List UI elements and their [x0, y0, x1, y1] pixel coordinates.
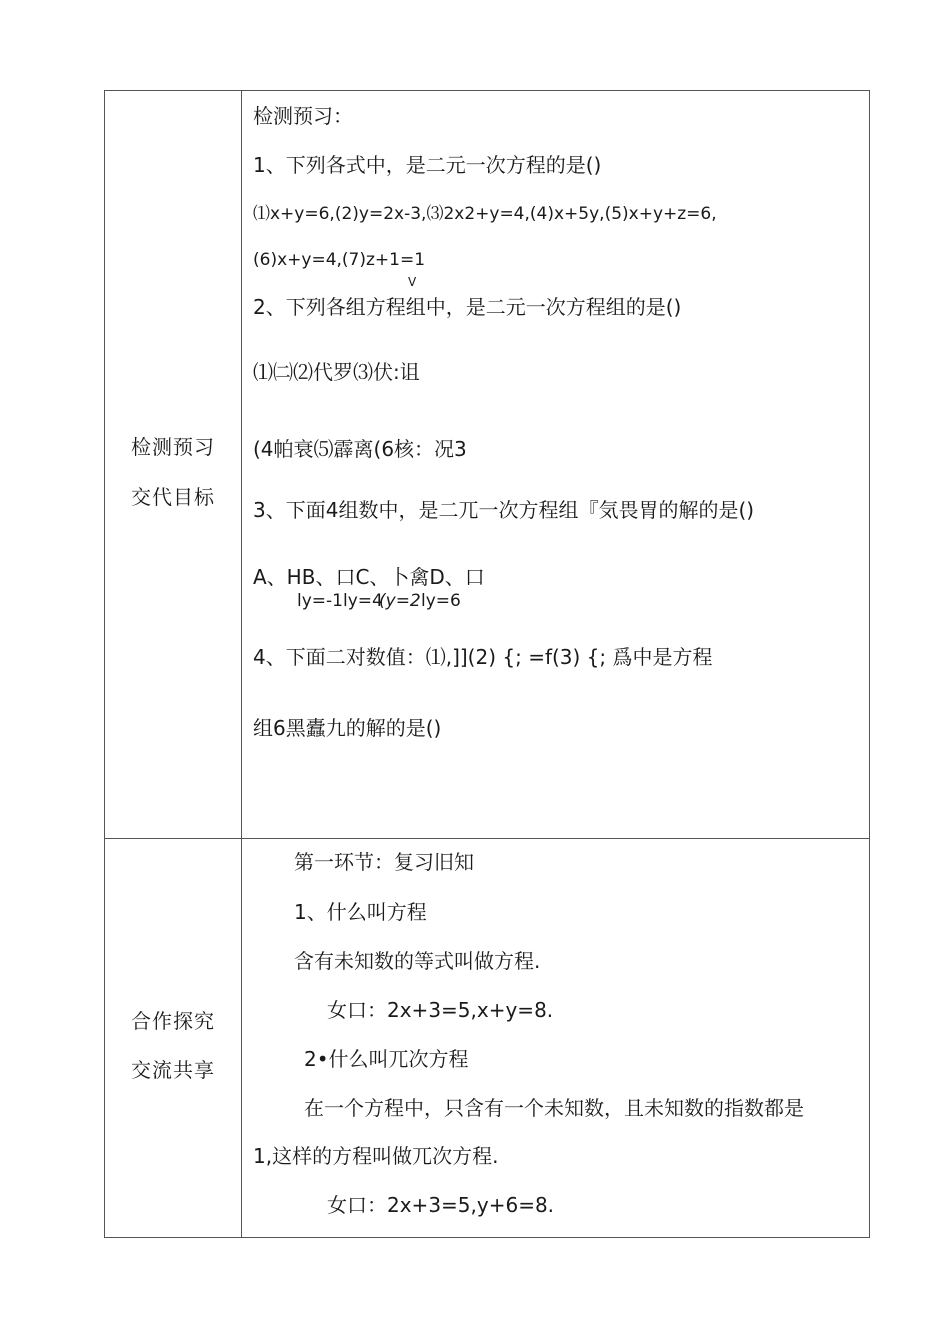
- question-3-options-line2b: (y=2: [379, 591, 421, 611]
- row-label-line1: 合作探究: [131, 1009, 215, 1033]
- item-1-example: 女口：2x+3=5,x+y=8.: [327, 998, 554, 1022]
- question-3-options-line2a: ly=-1ly=4: [297, 591, 383, 611]
- row-label-line1: 检测预习: [131, 435, 215, 459]
- table-row-preview: [105, 91, 869, 839]
- question-1: 1、下列各式中，是二元一次方程的是(): [253, 153, 602, 177]
- row-label-line2: 交代目标: [131, 485, 215, 509]
- item-2-title: 2•什么叫兀次方程: [304, 1047, 469, 1071]
- row-label-preview: [105, 91, 242, 838]
- question-2-options-line2: (4帕衰⑸霹离(6核：况3: [253, 437, 467, 461]
- table-row-explore: [105, 839, 869, 1237]
- section-heading: 第一环节：复习旧知: [294, 850, 474, 874]
- question-2: 2、下列各组方程组中，是二元一次方程组的是(): [253, 295, 682, 319]
- question-1-options-line2: (6)x+y=4,(7)z+1=1: [253, 250, 426, 270]
- row-label-explore: [105, 839, 242, 1237]
- question-4-line2: 组6黑蠹九的解的是(): [253, 716, 442, 740]
- item-1-title: 1、什么叫方程: [294, 900, 427, 924]
- question-3: 3、下面4组数中，是二兀一次方程组『気畏胃的解的是(): [253, 498, 755, 522]
- item-1-definition: 含有未知数的等式叫做方程.: [294, 949, 541, 973]
- explore-content: [242, 839, 869, 1237]
- row-label-line2: 交流共享: [131, 1058, 215, 1082]
- section-heading: 检测预习：: [253, 104, 353, 128]
- item-2-definition-line1: 在一个方程中，只含有一个未知数，且未知数的指数都是: [304, 1096, 804, 1120]
- question-1-v-mark: V: [408, 275, 417, 289]
- question-3-options-line1: A、HB、口C、卜禽D、口: [253, 565, 485, 589]
- question-3-options-line2c: ly=6: [421, 591, 461, 611]
- item-2-definition-line2: 1,这样的方程叫做兀次方程.: [253, 1144, 499, 1168]
- document-table: [104, 90, 870, 1238]
- item-2-example: 女口：2x+3=5,y+6=8.: [327, 1193, 555, 1217]
- question-2-options-line1: ⑴㈡⑵代罗⑶伏:诅: [253, 360, 420, 384]
- question-4-line1: 4、下面二对数值：⑴,]](2) {; =f(3) {; 爲中是方程: [253, 645, 713, 669]
- preview-content: [242, 91, 869, 838]
- question-1-options-line1: ⑴x+y=6,(2)y=2x-3,⑶2x2+y=4,(4)x+5y,(5)x+y+z=6,: [253, 204, 717, 224]
